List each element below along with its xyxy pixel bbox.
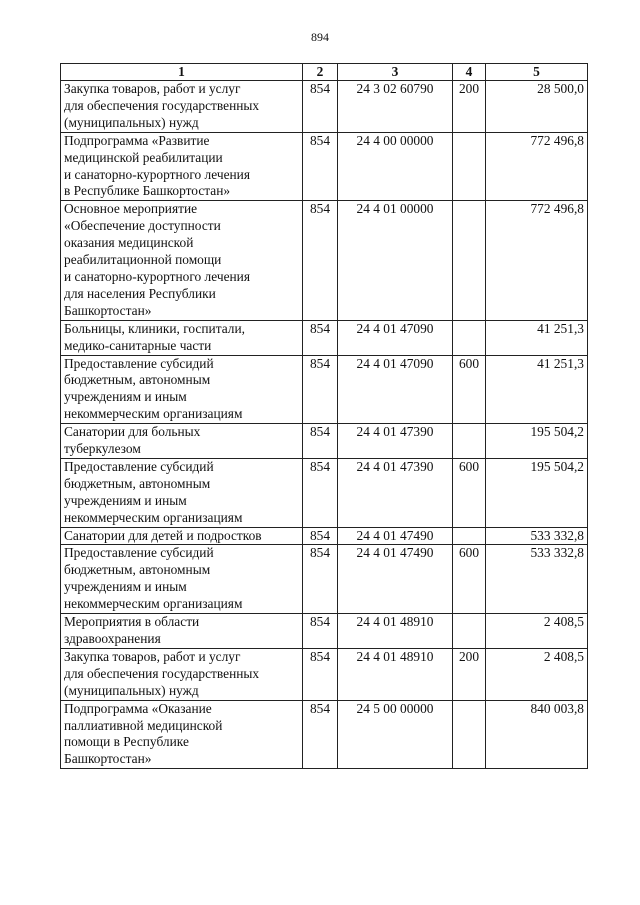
amount-cell: 41 251,3 bbox=[486, 320, 588, 355]
ministry-code-cell: 854 bbox=[303, 355, 338, 424]
ministry-code-cell: 854 bbox=[303, 201, 338, 320]
expense-type-cell: 200 bbox=[453, 81, 486, 133]
expense-type-cell bbox=[453, 527, 486, 545]
row-name-cell: Закупка товаров, работ и услуг для обеспечения государственных (муниципальных) нужд bbox=[61, 648, 303, 700]
amount-cell: 28 500,0 bbox=[486, 81, 588, 133]
row-name-cell: Подпрограмма «Оказание паллиативной медицинской помощи в Республике Башкортостан» bbox=[61, 700, 303, 769]
expense-type-cell: 600 bbox=[453, 458, 486, 527]
ministry-code-cell: 854 bbox=[303, 700, 338, 769]
table-row bbox=[61, 320, 588, 355]
target-article-cell: 24 4 01 48910 bbox=[338, 614, 453, 649]
table-row bbox=[61, 81, 588, 133]
row-name-cell: Предоставление субсидий бюджетным, автономным учреждениям и иным некоммерческим организациям bbox=[61, 355, 303, 424]
table-row bbox=[61, 201, 588, 320]
amount-cell: 533 332,8 bbox=[486, 527, 588, 545]
amount-cell: 41 251,3 bbox=[486, 355, 588, 424]
ministry-code-cell: 854 bbox=[303, 648, 338, 700]
expense-type-cell bbox=[453, 700, 486, 769]
table-row bbox=[61, 700, 588, 769]
ministry-code-cell: 854 bbox=[303, 614, 338, 649]
table-row bbox=[61, 648, 588, 700]
row-name-cell: Подпрограмма «Развитие медицинской реабилитации и санаторно-курортного лечения в Республике Башкортостан» bbox=[61, 132, 303, 201]
target-article-cell: 24 3 02 60790 bbox=[338, 81, 453, 133]
expense-type-cell: 200 bbox=[453, 648, 486, 700]
amount-cell: 2 408,5 bbox=[486, 648, 588, 700]
amount-cell: 195 504,2 bbox=[486, 458, 588, 527]
row-name-cell: Предоставление субсидий бюджетным, автономным учреждениям и иным некоммерческим организациям bbox=[61, 545, 303, 614]
target-article-cell: 24 4 01 48910 bbox=[338, 648, 453, 700]
expense-type-cell bbox=[453, 424, 486, 459]
budget-table bbox=[60, 63, 588, 769]
table-row bbox=[61, 132, 588, 201]
table-row bbox=[61, 527, 588, 545]
target-article-cell: 24 4 01 47390 bbox=[338, 424, 453, 459]
expense-type-cell: 600 bbox=[453, 545, 486, 614]
row-name-cell: Основное мероприятие «Обеспечение доступности оказания медицинской реабилитационной помощи и санаторно-курортного лечения для населения Республики Башкортостан» bbox=[61, 201, 303, 320]
header-row bbox=[61, 64, 588, 81]
amount-cell: 2 408,5 bbox=[486, 614, 588, 649]
ministry-code-cell: 854 bbox=[303, 81, 338, 133]
table-row bbox=[61, 614, 588, 649]
amount-cell: 772 496,8 bbox=[486, 132, 588, 201]
expense-type-cell bbox=[453, 320, 486, 355]
expense-type-cell: 600 bbox=[453, 355, 486, 424]
table-row bbox=[61, 458, 588, 527]
table-row bbox=[61, 545, 588, 614]
row-name-cell: Предоставление субсидий бюджетным, автономным учреждениям и иным некоммерческим организациям bbox=[61, 458, 303, 527]
header-col-5: 5 bbox=[486, 64, 588, 81]
target-article-cell: 24 4 00 00000 bbox=[338, 132, 453, 201]
ministry-code-cell: 854 bbox=[303, 424, 338, 459]
target-article-cell: 24 4 01 47490 bbox=[338, 527, 453, 545]
ministry-code-cell: 854 bbox=[303, 132, 338, 201]
expense-type-cell bbox=[453, 201, 486, 320]
target-article-cell: 24 4 01 47490 bbox=[338, 545, 453, 614]
page-number: 894 bbox=[311, 30, 329, 44]
ministry-code-cell: 854 bbox=[303, 527, 338, 545]
target-article-cell: 24 4 01 47390 bbox=[338, 458, 453, 527]
row-name-cell: Санатории для детей и подростков bbox=[61, 527, 303, 545]
target-article-cell: 24 4 01 47090 bbox=[338, 355, 453, 424]
amount-cell: 840 003,8 bbox=[486, 700, 588, 769]
row-name-cell: Санатории для больных туберкулезом bbox=[61, 424, 303, 459]
target-article-cell: 24 4 01 00000 bbox=[338, 201, 453, 320]
ministry-code-cell: 854 bbox=[303, 320, 338, 355]
row-name-cell: Больницы, клиники, госпитали, медико-санитарные части bbox=[61, 320, 303, 355]
expense-type-cell bbox=[453, 614, 486, 649]
header-col-4: 4 bbox=[453, 64, 486, 81]
row-name-cell: Закупка товаров, работ и услуг для обеспечения государственных (муниципальных) нужд bbox=[61, 81, 303, 133]
header-col-3: 3 bbox=[338, 64, 453, 81]
expense-type-cell bbox=[453, 132, 486, 201]
ministry-code-cell: 854 bbox=[303, 458, 338, 527]
amount-cell: 533 332,8 bbox=[486, 545, 588, 614]
table-row bbox=[61, 424, 588, 459]
ministry-code-cell: 854 bbox=[303, 545, 338, 614]
target-article-cell: 24 5 00 00000 bbox=[338, 700, 453, 769]
header-col-2: 2 bbox=[303, 64, 338, 81]
row-name-cell: Мероприятия в области здравоохранения bbox=[61, 614, 303, 649]
amount-cell: 772 496,8 bbox=[486, 201, 588, 320]
amount-cell: 195 504,2 bbox=[486, 424, 588, 459]
table-row bbox=[61, 355, 588, 424]
target-article-cell: 24 4 01 47090 bbox=[338, 320, 453, 355]
header-col-1: 1 bbox=[61, 64, 303, 81]
